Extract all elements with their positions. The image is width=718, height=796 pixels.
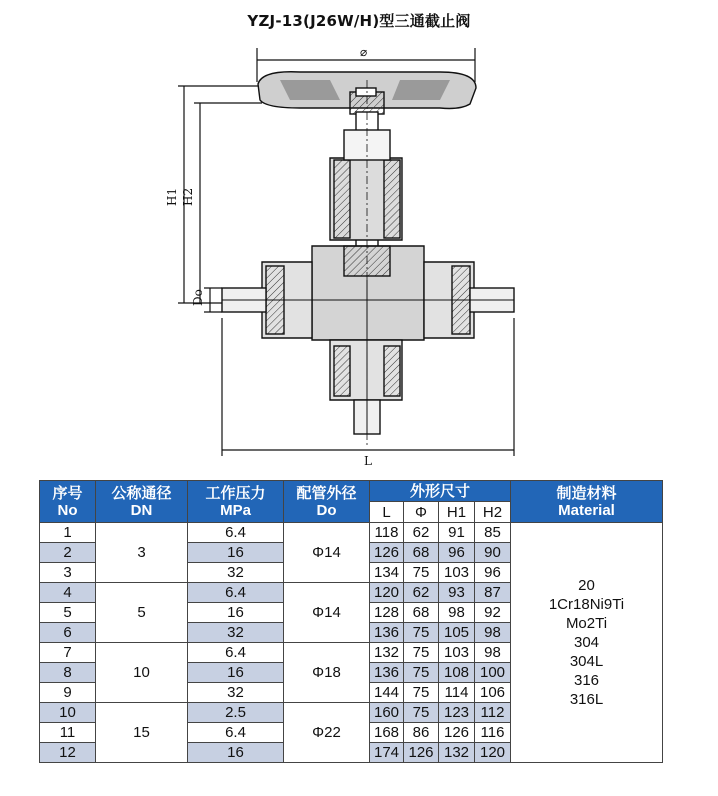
pipe-cell: Φ22 [284, 703, 370, 763]
header-no: 序号 No [40, 481, 96, 523]
table-row: 6 32 136 75 105 98 [40, 623, 663, 643]
valve-body [222, 112, 514, 434]
header-dn: 公称通径 DN [96, 481, 188, 523]
dn-cell: 3 [96, 523, 188, 583]
dim-do-label: Do [191, 289, 205, 306]
table-row: 5 16 128 68 98 92 [40, 603, 663, 623]
table-row: 10 15 2.5 Φ22 160 75 123 112 [40, 703, 663, 723]
material-cell: 20 1Cr18Ni9Ti Mo2Ti 304 304L 316 316L [511, 523, 663, 763]
header-dims: 外形尺寸 [370, 481, 511, 502]
table-row: 12 16 174 126 132 120 [40, 743, 663, 763]
dn-cell: 15 [96, 703, 188, 763]
pipe-cell: Φ14 [284, 523, 370, 583]
dn-cell: 5 [96, 583, 188, 643]
table-row: 9 32 144 75 114 106 [40, 683, 663, 703]
dim-h1-label: H1 [165, 187, 179, 206]
dim-h2-label: H2 [181, 187, 195, 206]
dn-cell: 10 [96, 643, 188, 703]
header-h2: H2 [475, 502, 511, 523]
table-row: 1 3 6.4 Φ14 118 62 91 85 20 1Cr18Ni9Ti Mo2Ti 304 304L 316 316L [40, 523, 663, 543]
pipe-cell: Φ14 [284, 583, 370, 643]
header-pipe: 配管外径 Do [284, 481, 370, 523]
dim-phi-label: ⌀ [360, 45, 368, 59]
table-row: 3 32 134 75 103 96 [40, 563, 663, 583]
table-row: 7 10 6.4 Φ18 132 75 103 98 [40, 643, 663, 663]
table-row: 11 6.4 168 86 126 116 [40, 723, 663, 743]
dim-l-label: L [364, 454, 372, 468]
header-h1: H1 [439, 502, 475, 523]
header-phi: Φ [404, 502, 439, 523]
pipe-cell: Φ18 [284, 643, 370, 703]
spec-table [39, 480, 663, 763]
header-l: L [370, 502, 404, 523]
page-title: YZJ-13(J26W/H)型三通截止阀 [247, 12, 471, 30]
header-material: 制造材料 Material [511, 481, 663, 523]
table-row: 8 16 136 75 108 100 [40, 663, 663, 683]
header-pressure: 工作压力 MPa [188, 481, 284, 523]
table-row: 4 5 6.4 Φ14 120 62 93 87 [40, 583, 663, 603]
table-row: 2 16 126 68 96 90 [40, 543, 663, 563]
